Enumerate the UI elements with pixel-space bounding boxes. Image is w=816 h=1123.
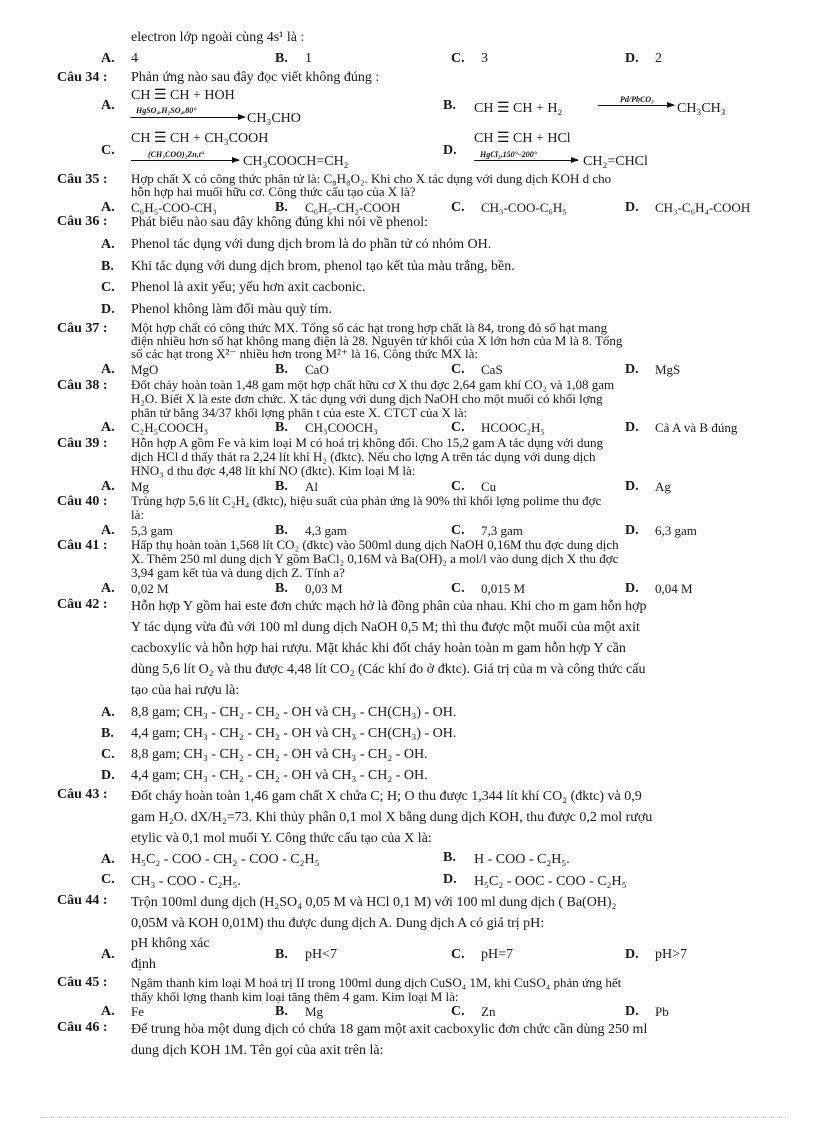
option-a-label: A. <box>101 420 115 435</box>
q44-option-a-line1: pH không xác <box>131 936 210 951</box>
q34-a-product: CH₃CHO <box>247 111 301 126</box>
q41-stem-line3: 3,94 gam kết tủa và dung dịch Z. Tính a? <box>131 565 345 580</box>
option-b-label: B. <box>101 726 114 741</box>
option-c-label: C. <box>451 947 465 962</box>
option-d-label: D. <box>625 581 639 596</box>
q34-a-condition: HgSO₄,H₂SO₄,80° <box>136 106 197 115</box>
q36-stem: Phát biểu nào sau đây không đúng khi nói về phenol: <box>131 215 429 230</box>
q44-option-c: pH=7 <box>481 947 514 962</box>
q39-stem-line2: dịch HCl d thấy thát ra 2,24 lít khí H₂ (đktc). Nếu cho lợng A trên tác dụng với dung dịch <box>131 449 596 464</box>
q38-option-c: HCOOC₂H₅ <box>481 420 545 435</box>
reaction-arrow-icon <box>131 117 245 118</box>
q41-stem-line1: Hấp thụ hoàn toàn 1,568 lít CO₂ (đktc) vào 500ml dung dịch NaOH 0,16M thu đợc dung dịch <box>131 537 619 552</box>
q43-option-d: H₅C₂ - OOC - COO - C₂H₅ <box>474 874 627 889</box>
option-a-label: A. <box>101 523 115 538</box>
q33-option-a: 4 <box>131 51 138 66</box>
q36-number: Câu 36 : <box>57 214 108 229</box>
option-a-label: A. <box>101 237 115 252</box>
q43-option-c: CH₃ - COO - C₂H₅. <box>131 874 241 889</box>
q34-c-condition: (CH₃COO)₂Zn,t° <box>148 150 205 159</box>
q42-number: Câu 42 : <box>57 597 108 612</box>
option-d-label: D. <box>625 51 639 66</box>
option-d-label: D. <box>625 362 639 377</box>
reaction-arrow-icon <box>598 105 674 106</box>
option-c-label: C. <box>451 420 465 435</box>
option-d-label: D. <box>625 479 639 494</box>
option-b-label: B. <box>275 479 288 494</box>
q34-d-reactants: CH ☰ CH + HCl <box>474 131 571 146</box>
reaction-arrow-icon <box>131 160 239 161</box>
option-d-label: D. <box>625 947 639 962</box>
q43-stem-line3: etylic và 0,1 mol muối Y. Công thức cấu tạo của X là: <box>131 831 432 846</box>
q35-option-d: CH₃-C₆H₄-COOH <box>655 200 751 215</box>
option-c-label: C. <box>451 362 465 377</box>
option-b-label: B. <box>275 581 288 596</box>
q33-option-c: 3 <box>481 51 488 66</box>
q45-stem-line1: Ngâm thanh kim loại M hoá trị II trong 100ml dung dịch CuSO₄ 1M, khi CuSO₄ phản ứng hết <box>131 975 622 990</box>
option-d-label: D. <box>625 523 639 538</box>
q34-d-condition: HgCl₂,150°–200° <box>480 150 537 159</box>
option-b-label: B. <box>275 1004 288 1019</box>
q43-stem-line1: Đốt cháy hoàn toàn 1,46 gam chất X chứa C; H; O thu được 1,344 lít khí CO₂ (đktc) và 0,9 <box>131 789 642 804</box>
q40-stem-line1: Trùng hợp 5,6 lít C₂H₄ (đktc), hiệu suất của phản ứng là 90% thì khối lợng polime thu đợc <box>131 493 602 508</box>
option-c-label: C. <box>101 280 115 295</box>
option-b-label: B. <box>275 51 288 66</box>
q37-number: Câu 37 : <box>57 321 108 336</box>
reaction-arrow-icon <box>474 160 578 161</box>
q42-stem-line2: Y tác dụng vừa đủ với 100 ml dung dịch NaOH 0,5 M; thì thu được một muối của một axit <box>131 620 640 635</box>
option-a-label: A. <box>101 1004 115 1019</box>
option-d-label: D. <box>101 302 115 317</box>
q34-b-condition: Pd/PbCO₃ <box>620 95 654 104</box>
q34-d-product: CH₂=CHCl <box>583 154 648 169</box>
q39-stem-line3: HNO₃ d thu đợc 4,48 lít khí NO (đktc). Kim loại M là: <box>131 463 416 478</box>
q35-option-a: C₆H₅-COO-CH₃ <box>131 200 217 215</box>
option-a-label: A. <box>101 581 115 596</box>
option-b-label: B. <box>275 362 288 377</box>
q44-option-b: pH<7 <box>305 947 338 962</box>
q33-option-b: 1 <box>305 51 312 66</box>
option-c-label: C. <box>451 200 465 215</box>
q42-option-b: 4,4 gam; CH₃ - CH₂ - CH₂ - OH và CH₃ - CH(CH₃) - OH. <box>131 726 457 741</box>
q38-option-d: Cả A và B đúng <box>655 420 738 435</box>
q45-number: Câu 45 : <box>57 975 108 990</box>
q41-number: Câu 41 : <box>57 538 108 553</box>
q34-number: Câu 34 : <box>57 70 108 85</box>
q39-option-d: Ag <box>655 479 671 494</box>
q40-option-d: 6,3 gam <box>655 523 697 538</box>
q42-stem-line3: cacboxylic và hỗn hợp hai rượu. Mặt khác khi đốt cháy hoàn toàn m gam hỗn hợp Y cần <box>131 641 626 656</box>
q41-option-c: 0,015 M <box>481 581 526 596</box>
option-b-label: B. <box>275 523 288 538</box>
q44-stem-line1: Trộn 100ml dung dịch (H₂SO₄ 0,05 M và HCl 0,1 M) với 100 ml dung dịch ( Ba(OH)₂ <box>131 895 617 910</box>
option-c-label: C. <box>101 143 115 158</box>
q41-option-b: 0,03 M <box>305 581 343 596</box>
q45-option-b: Mg <box>305 1004 324 1019</box>
footer-divider <box>40 1117 786 1118</box>
option-b-label: B. <box>275 420 288 435</box>
q42-stem-line1: Hỗn hợp Y gồm hai este đơn chức mạch hở là đồng phân của nhau. Khi cho m gam hỗn hợp <box>131 599 647 614</box>
q43-option-a: H₅C₂ - COO - CH₂ - COO - C₂H₅ <box>131 852 320 867</box>
q38-option-b: CH₃COOCH₃ <box>305 420 378 435</box>
option-b-label: B. <box>101 259 114 274</box>
option-a-label: A. <box>101 200 115 215</box>
q38-stem-line1: Đốt cháy hoàn toàn 1,48 gam một hợp chất hữu cơ X thu đợc 2,64 gam khí CO₂ và 1,08 gam <box>131 377 615 392</box>
option-a-label: A. <box>101 852 115 867</box>
q45-stem-line2: thấy khối lợng thanh kim loại tăng thêm 4 gam. Kim loại M là: <box>131 989 459 1004</box>
q34-b-reactants: CH ☰ CH + H₂ <box>474 101 563 116</box>
q40-stem-line2: là: <box>131 507 144 522</box>
option-a-label: A. <box>101 362 115 377</box>
q37-option-b: CaO <box>305 362 329 377</box>
q37-option-c: CaS <box>481 362 503 377</box>
q35-option-b: C₆H₅-CH₂-COOH <box>305 200 401 215</box>
q34-stem: Phản ứng nào sau đây đọc viết không đúng : <box>131 70 380 85</box>
q33-option-d: 2 <box>655 51 662 66</box>
option-d-label: D. <box>443 143 457 158</box>
q35-stem-line2: hỗn hợp hai muối hữu cơ. Công thức cấu tạo của X là? <box>131 184 416 199</box>
option-c-label: C. <box>451 479 465 494</box>
q39-stem-line1: Hỗn hợp A gồm Fe và kim loại M có hoá trị không đổi. Cho 15,2 gam A tác dụng với dung <box>131 435 603 450</box>
option-c-label: C. <box>451 51 465 66</box>
q43-number: Câu 43 : <box>57 787 108 802</box>
q36-option-d: Phenol không làm đổi màu quỳ tím. <box>131 302 333 317</box>
q36-option-a: Phenol tác dụng với dung dịch brom là do phần tử có nhóm OH. <box>131 237 492 252</box>
option-d-label: D. <box>625 420 639 435</box>
option-c-label: C. <box>451 581 465 596</box>
q46-stem-line2: dung dịch KOH 1M. Tên gọi của axit trên là: <box>131 1043 384 1058</box>
option-d-label: D. <box>625 200 639 215</box>
q45-option-d: Pb <box>655 1004 669 1019</box>
q42-stem-line5: tạo của hai rượu là: <box>131 683 240 698</box>
option-d-label: D. <box>625 1004 639 1019</box>
option-a-label: A. <box>101 947 115 962</box>
q44-stem-line2: 0,05M và KOH 0,01M) thu được dung dịch A. Dung dịch A có giá trị pH: <box>131 916 545 931</box>
option-c-label: C. <box>451 1004 465 1019</box>
option-a-label: A. <box>101 479 115 494</box>
option-b-label: B. <box>275 947 288 962</box>
q38-stem-line3: phân tử bằng 34/37 khối lợng phân t của este X. CTCT của X là: <box>131 405 468 420</box>
q45-option-c: Zn <box>481 1004 496 1019</box>
q40-option-c: 7,3 gam <box>481 523 523 538</box>
q37-option-d: MgS <box>655 362 681 377</box>
q34-a-reactants: CH ☰ CH + HOH <box>131 88 235 103</box>
q34-c-reactants: CH ☰ CH + CH₃COOH <box>131 131 269 146</box>
option-a-label: A. <box>101 51 115 66</box>
q40-option-b: 4,3 gam <box>305 523 347 538</box>
q38-stem-line2: H₂O. Biết X là este đơn chức. X tác dụng với dung dịch NaOH cho một muối có khối lợng <box>131 391 603 406</box>
q46-stem-line1: Để trung hòa một dung dịch có chứa 18 gam một axit cacboxylic đơn chức cần dùng 250 ml <box>131 1022 648 1037</box>
q38-number: Câu 38 : <box>57 378 108 393</box>
option-a-label: A. <box>101 98 115 113</box>
option-a-label: A. <box>101 705 115 720</box>
q42-option-d: 4,4 gam; CH₃ - CH₂ - CH₂ - OH và CH₃ - CH₂ - OH. <box>131 768 428 783</box>
q38-option-a: C₂H₅COOCH₃ <box>131 420 209 435</box>
q43-stem-line2: gam H₂O. dX/H₂=73. Khi thủy phân 0,1 mol X bằng dung dịch KOH, thu được 0,2 mol rượu <box>131 810 653 825</box>
q40-option-a: 5,3 gam <box>131 523 173 538</box>
q41-option-d: 0,04 M <box>655 581 693 596</box>
q44-number: Câu 44 : <box>57 893 108 908</box>
q45-option-a: Fe <box>131 1004 144 1019</box>
q44-option-a-line2: định <box>131 957 156 972</box>
q39-option-b: Al <box>305 479 318 494</box>
q37-option-a: MgO <box>131 362 159 377</box>
q37-stem-line2: điện nhiều hơn số hạt không mang điện là 28. Nguyên tử khối của X lớn hơn của M là 8. Tổng <box>131 333 623 348</box>
q35-number: Câu 35 : <box>57 172 108 187</box>
q35-option-c: CH₃-COO-C₆H₅ <box>481 200 567 215</box>
q41-stem-line2: X. Thêm 250 ml dung dịch Y gồm BaCl₂ 0,16M và Ba(OH)₂ a mol/l vào dung dịch X thu đợc <box>131 551 619 566</box>
q40-number: Câu 40 : <box>57 494 108 509</box>
q36-option-b: Khi tác dụng với dung dịch brom, phenol tạo kết tủa màu trắng, bền. <box>131 259 515 274</box>
q39-option-a: Mg <box>131 479 150 494</box>
option-c-label: C. <box>451 523 465 538</box>
q34-c-product: CH₃COOCH=CH₂ <box>243 154 349 169</box>
q37-stem-line3: số các hạt trong X²⁻ nhiều hơn trong M²⁺ là 16. Công thức MX là: <box>131 346 479 361</box>
q39-option-c: Cu <box>481 479 497 494</box>
option-d-label: D. <box>443 872 457 887</box>
q41-option-a: 0,02 M <box>131 581 169 596</box>
q43-option-b: H - COO - C₂H₅. <box>474 852 570 867</box>
q46-number: Câu 46 : <box>57 1020 108 1035</box>
option-b-label: B. <box>443 98 456 113</box>
q37-stem-line1: Một hợp chất có công thức MX. Tổng số các hạt trong hợp chất là 84, trong đó số hạt mang <box>131 320 608 335</box>
q44-option-d: pH>7 <box>655 947 688 962</box>
option-c-label: C. <box>101 872 115 887</box>
option-c-label: C. <box>101 747 115 762</box>
q42-option-c: 8,8 gam; CH₃ - CH₂ - CH₂ - OH và CH₃ - CH₂ - OH. <box>131 747 428 762</box>
option-b-label: B. <box>275 200 288 215</box>
q34-b-product: CH₃CH₃ <box>677 101 726 116</box>
q39-number: Câu 39 : <box>57 436 108 451</box>
q35-stem-line1: Hợp chất X có công thức phân tử là: C₈H₈O₂. Khi cho X tác dụng với dung dịch KOH d cho <box>131 171 612 186</box>
option-b-label: B. <box>443 850 456 865</box>
q42-option-a: 8,8 gam; CH₃ - CH₂ - CH₂ - OH và CH₃ - CH(CH₃) - OH. <box>131 705 457 720</box>
intro-text: electron lớp ngoài cùng 4s¹ là : <box>131 30 305 45</box>
q42-stem-line4: dùng 5,6 lít O₂ và thu được 4,48 lít CO₂ (Các khí đo ở đktc). Giá trị của m và công thức cấu <box>131 662 646 677</box>
q36-option-c: Phenol là axit yếu; yếu hơn axit cacbonic. <box>131 280 366 295</box>
option-d-label: D. <box>101 768 115 783</box>
